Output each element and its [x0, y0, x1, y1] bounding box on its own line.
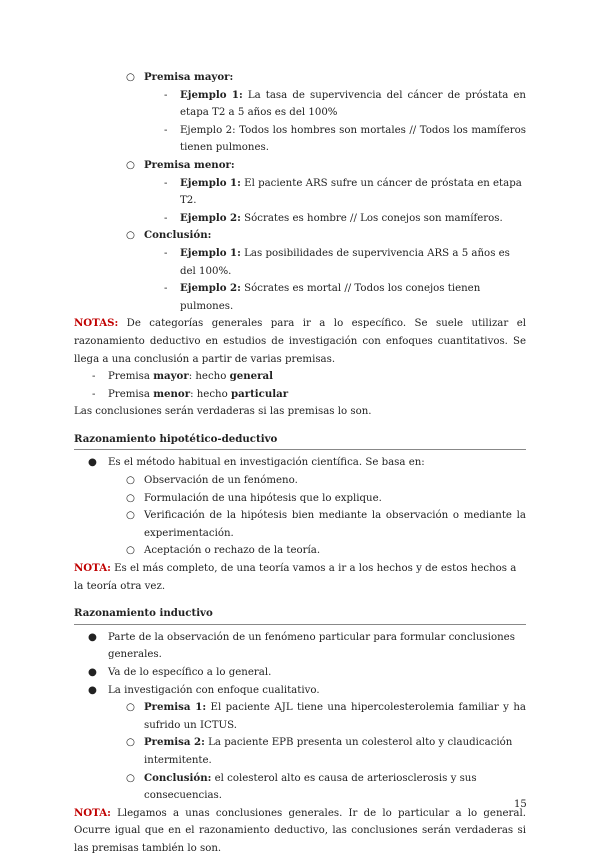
dash-bullet-icon: -	[164, 212, 168, 224]
note-text: Premisa	[108, 371, 150, 383]
bullet-text: Va de lo específico a lo general.	[108, 667, 272, 678]
filled-bullet-icon: ●	[88, 457, 97, 469]
filled-bullet-icon: ●	[88, 684, 97, 696]
premisa-mayor-note	[74, 368, 526, 386]
conclusion-label: Conclusión:	[144, 771, 212, 784]
circle-bullet-icon: ○	[126, 492, 135, 504]
circle-bullet-icon: ○	[126, 72, 135, 83]
nota-text: Llegamos a unas conclusiones generales. Ir de lo particular a lo general. Ocurre igual que en el razonamiento deductivo, las conclusiones serán verdaderas si las premisas también lo son.	[74, 807, 526, 854]
note-bold: particular	[231, 387, 289, 400]
notas-paragraph	[74, 315, 526, 368]
inductivo-nota	[74, 805, 526, 858]
example-text: Sócrates es hombre // Los conejos son mamíferos.	[244, 212, 503, 224]
sub-text: Aceptación o rechazo de la teoría.	[144, 545, 321, 557]
premisa-label: Premisa 2:	[144, 736, 205, 749]
inductivo-bullet-2	[74, 664, 526, 682]
inductivo-bullet-3	[74, 682, 526, 700]
dash-bullet-icon: -	[164, 177, 168, 189]
premisa-mayor-example-1	[74, 87, 526, 122]
dash-bullet-icon: -	[164, 124, 168, 136]
nota-label: NOTA:	[74, 562, 111, 575]
dash-bullet-icon: -	[92, 388, 96, 400]
hipotetico-sub-1	[74, 472, 526, 490]
note-text: : hecho	[190, 388, 228, 400]
notas-label: NOTAS:	[74, 317, 119, 330]
circle-bullet-icon: ○	[126, 510, 135, 522]
example-text: La tasa de supervivencia del cáncer de próstata en etapa T2 a 5 años es del 100%	[180, 89, 526, 119]
premisa-label: Premisa 1:	[144, 701, 207, 714]
note-bold: mayor	[153, 370, 189, 383]
example-label: Ejemplo 2:	[180, 282, 241, 295]
note-bold: general	[229, 370, 273, 383]
nota-label: NOTA:	[74, 806, 111, 819]
bullet-text: Es el método habitual en investigación científica. Se basa en:	[108, 457, 425, 469]
dash-bullet-icon: -	[164, 247, 168, 259]
filled-bullet-icon: ●	[88, 667, 97, 678]
bullet-text: La investigación con enfoque cualitativo.	[108, 684, 320, 696]
circle-bullet-icon: ○	[126, 159, 135, 171]
dash-bullet-icon: -	[92, 371, 96, 383]
circle-bullet-icon: ○	[126, 230, 135, 242]
inductivo-conclusion	[74, 770, 526, 805]
page-number: 15	[514, 799, 527, 810]
notas-text: De categorías generales para ir a lo específico. Se suele utilizar el razonamiento deductivo en estudios de investigación con enfoques cuantitativos. Se llega a una conclusión a partir de varias premisas.	[74, 318, 526, 365]
premisa-mayor-label: Premisa mayor:	[144, 71, 234, 83]
premisa-menor-example-1	[74, 175, 526, 210]
notas-closing: Las conclusiones serán verdaderas si las premisas lo son.	[74, 406, 372, 418]
conclusion-example-1	[74, 245, 526, 280]
example-text: Las posibilidades de supervivencia ARS a 5 años es del 100%.	[180, 247, 510, 277]
premisa-menor-label: Premisa menor:	[144, 158, 235, 171]
conclusion-text: el colesterol alto es causa de arteriosclerosis y sus consecuencias.	[144, 772, 477, 802]
inductivo-bullet-1	[74, 629, 526, 664]
nota-text: Es el más completo, de una teoría vamos a ir a los hechos y de estos hechos a la teoría otra vez.	[74, 563, 517, 592]
example-text: Sócrates es mortal // Todos los conejos tienen pulmones.	[180, 283, 481, 312]
inductivo-premisa-1	[74, 699, 526, 734]
example-text: Ejemplo 2: Todos los hombres son mortales // Todos los mamíferos tienen pulmones.	[180, 124, 526, 154]
section-heading-inductivo: Razonamiento inductivo	[74, 607, 213, 620]
circle-bullet-icon: ○	[126, 545, 135, 557]
hipotetico-sub-3	[74, 507, 526, 542]
circle-bullet-icon: ○	[126, 475, 135, 487]
example-text: El paciente ARS sufre un cáncer de próstata en etapa T2.	[180, 177, 522, 207]
note-text: Premisa	[108, 388, 150, 400]
premisa-menor-example-2	[74, 210, 526, 228]
conclusion-label: Conclusión:	[144, 229, 212, 242]
note-text: : hecho	[188, 371, 227, 383]
premisa-mayor-item	[74, 69, 526, 87]
example-label: Ejemplo 1:	[180, 88, 243, 101]
section-divider	[74, 624, 526, 625]
sub-text: Formulación de una hipótesis que lo explique.	[144, 492, 382, 504]
page-content	[74, 69, 526, 858]
sub-text: Observación de un fenómeno.	[144, 475, 298, 487]
section-divider	[74, 449, 526, 450]
dash-bullet-icon: -	[164, 283, 168, 295]
hipotetico-sub-4	[74, 542, 526, 560]
premisa-text: El paciente AJL tiene una hipercolesterolemia familiar y ha sufrido un ICTUS.	[144, 702, 526, 731]
premisa-text: La paciente EPB presenta un colesterol alto y claudicación intermitente.	[144, 737, 513, 766]
example-label: Ejemplo 2:	[180, 211, 241, 224]
example-label: Ejemplo 1:	[180, 246, 241, 259]
inductivo-premisa-2	[74, 734, 526, 769]
section-heading-hipotetico: Razonamiento hipotético-deductivo	[74, 432, 278, 445]
premisa-menor-item	[74, 157, 526, 175]
circle-bullet-icon: ○	[126, 772, 135, 784]
note-bold: menor	[153, 387, 191, 400]
premisa-menor-note	[74, 386, 526, 404]
circle-bullet-icon: ○	[126, 737, 135, 749]
sub-text: Verificación de la hipótesis bien mediante la observación o mediante la experimentación.	[144, 510, 526, 539]
conclusion-item	[74, 227, 526, 245]
conclusion-example-2	[74, 280, 526, 315]
circle-bullet-icon: ○	[126, 702, 135, 714]
bullet-text: Parte de la observación de un fenómeno particular para formular conclusiones generales.	[108, 631, 515, 661]
example-label: Ejemplo 1:	[180, 176, 241, 189]
filled-bullet-icon: ●	[88, 631, 97, 643]
hipotetico-sub-2	[74, 490, 526, 508]
premisa-mayor-example-2	[74, 122, 526, 157]
hipotetico-nota	[74, 560, 526, 595]
hipotetico-bullet	[74, 454, 526, 472]
dash-bullet-icon: -	[164, 89, 168, 101]
